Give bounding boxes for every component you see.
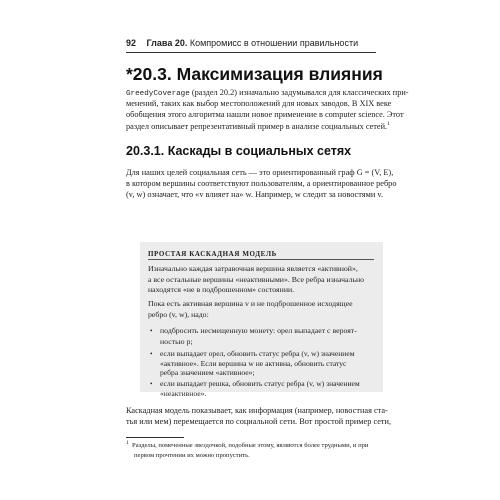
bullet-marker: • bbox=[150, 350, 153, 358]
model-loop bbox=[148, 299, 353, 320]
paragraph-line: обобщения этого алгоритма нашли новое применение в computer science. Этот bbox=[126, 110, 404, 120]
paragraph-line: Для наших целей социальная сеть — это ориентированный граф G = (V, E), bbox=[126, 168, 394, 177]
bullet-marker: • bbox=[150, 380, 153, 388]
subsection-paragraph bbox=[126, 167, 397, 201]
section-title: *20.3. Максимизация влияния bbox=[126, 64, 383, 84]
paragraph-line: (v, w) означает, что «v влияет на» w. Например, w следит за новостями v. bbox=[126, 190, 384, 200]
model-line: Изначально каждая затравочная вершина является «активной», bbox=[148, 264, 358, 273]
model-box-rule bbox=[148, 259, 374, 260]
after-box-paragraph bbox=[126, 405, 392, 427]
model-line: Пока есть активная вершина v и не подброшенное исходящее bbox=[148, 299, 353, 308]
footnote-line: первом прочтении их можно пропустить. bbox=[134, 451, 250, 459]
paragraph-line: GreedyCoverage (раздел 20.2) изначально задумывался для классических при- bbox=[126, 88, 409, 98]
intro-paragraph bbox=[126, 87, 409, 132]
chapter-label: Глава 20. bbox=[146, 38, 188, 48]
footnote-mark: 1 bbox=[126, 439, 129, 446]
paragraph-line: менений, таких как выбор местоположений для новых заводов. В XIX веке bbox=[126, 99, 392, 109]
bullet-item: если выпадает решка, обновить статус ребра (v, w) значением «неактивное». bbox=[160, 379, 360, 398]
chapter-title: Компромисс в отношении правильности bbox=[189, 38, 359, 48]
model-line: находятся «не в подброшенном» состоянии. bbox=[148, 285, 295, 295]
paragraph-line: тья или мем) перемещается по социальной сети. Вот простой пример сети, bbox=[126, 417, 392, 427]
footnote-rule bbox=[126, 437, 184, 438]
model-line: а все остальные вершины «неактивными». Все ребра изначально bbox=[148, 274, 365, 284]
paragraph-line: Каскадная модель показывает, как информация (например, новостная ста- bbox=[126, 406, 388, 415]
model-intro bbox=[148, 264, 364, 296]
paragraph-line: раздел описывает репрезентативный пример в анализе социальных сетей.$^1$ bbox=[126, 120, 390, 131]
paragraph-line: в котором вершины соответствуют пользователям, а ориентированное ребро bbox=[126, 179, 397, 189]
footnote bbox=[126, 441, 376, 460]
footnote-line: Разделы, помеченные звездочкой, подобные этому, являются более трудными, и при bbox=[132, 442, 369, 449]
subsection-title: 20.3.1. Каскады в социальных сетях bbox=[126, 144, 352, 158]
header-rule bbox=[126, 52, 376, 53]
running-head bbox=[126, 38, 358, 48]
footnote-reference[interactable]: 1 bbox=[387, 120, 390, 127]
bullet-item: подбросить несмещенную монету: орел выпадает с вероят- ностью p; bbox=[160, 326, 357, 346]
bullet-item: если выпадает орел, обновить статус ребра (v, w) значением «активное». Если вершина w не активна, обновить статус ребра значением «активное»; bbox=[160, 349, 355, 378]
bullet-marker: • bbox=[150, 327, 153, 335]
page-number: 92 bbox=[126, 38, 137, 48]
model-box-title: ПРОСТАЯ КАСКАДНАЯ МОДЕЛЬ bbox=[148, 250, 277, 258]
code-term: GreedyCoverage bbox=[126, 90, 190, 98]
model-line: ребро (v, w), надо: bbox=[148, 309, 209, 319]
